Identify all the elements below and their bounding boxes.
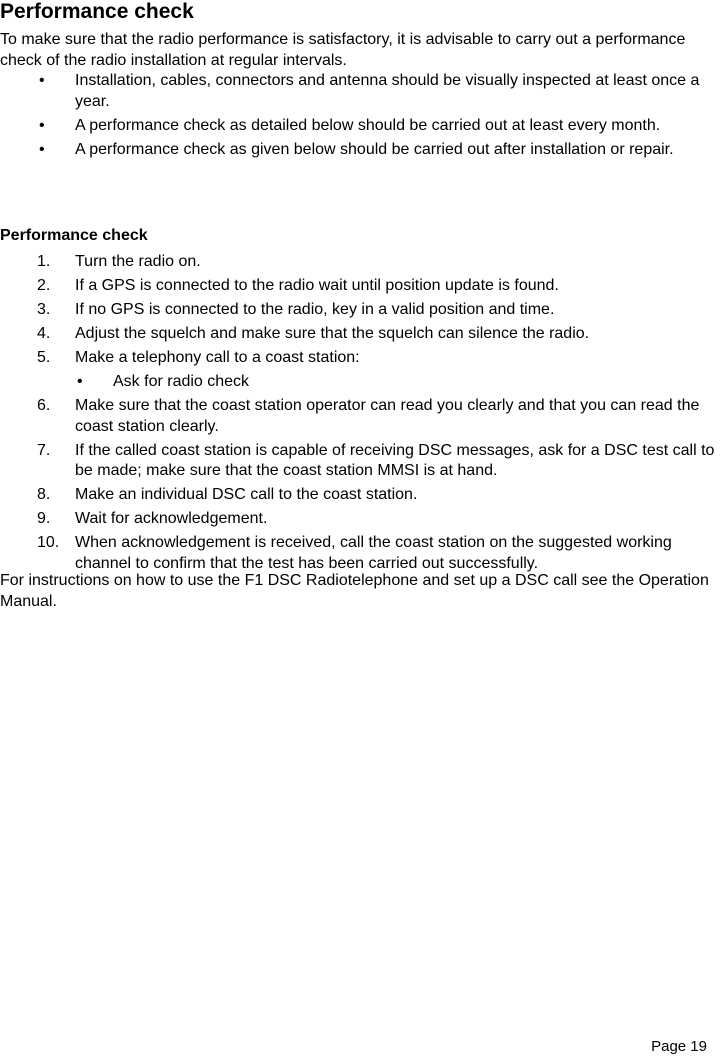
bullet-item <box>0 71 720 112</box>
page-title: Performance check <box>0 0 194 23</box>
bullet-icon: • <box>39 72 45 89</box>
bullet-icon: • <box>39 116 45 134</box>
step-number: 8. <box>37 486 51 503</box>
step-number: 10. <box>37 534 60 551</box>
bullet-icon: • <box>39 140 45 158</box>
step-sub-bullet-list <box>75 372 720 393</box>
step-item <box>0 533 720 574</box>
step-text: If no GPS is connected to the radio, key in a valid position and time. <box>75 301 555 318</box>
step-text: Make an individual DSC call to the coast station. <box>75 486 418 503</box>
section-heading: Performance check <box>0 227 148 244</box>
step-item <box>0 441 720 482</box>
step-number: 7. <box>37 441 51 459</box>
step-item <box>0 252 720 273</box>
step-text: Adjust the squelch and make sure that the squelch can silence the radio. <box>75 325 590 342</box>
step-item <box>0 324 720 345</box>
bullet-icon: • <box>77 373 83 390</box>
step-text: When acknowledgement is received, call the coast station on the suggested working channel to confirm that the test has been carried out successfully. <box>75 534 672 572</box>
bullet-item <box>0 116 720 137</box>
bullet-text: A performance check as detailed below should be carried out at least every month. <box>75 116 661 134</box>
sub-bullet-item <box>75 372 720 393</box>
step-number: 3. <box>37 301 51 318</box>
step-item <box>0 485 720 506</box>
step-text: Make sure that the coast station operator can read you clearly and that you can read the coast station clearly. <box>75 397 700 435</box>
step-number: 9. <box>37 510 51 527</box>
closing-paragraph: For instructions on how to use the F1 DSC Radiotelephone and set up a DSC call see the Operation Manual. <box>0 572 709 610</box>
inspection-bullet-list <box>0 71 720 164</box>
step-item <box>0 276 720 297</box>
bullet-item <box>0 140 720 161</box>
step-text: Wait for acknowledgement. <box>75 510 268 527</box>
bullet-text: Installation, cables, connectors and antenna should be visually inspected at least once a year. <box>75 72 700 110</box>
bullet-text: A performance check as given below should be carried out after installation or repair. <box>75 140 674 158</box>
step-item <box>0 396 720 437</box>
step-number: 5. <box>37 349 51 366</box>
step-number: 1. <box>37 253 51 270</box>
step-text: If the called coast station is capable of receiving DSC messages, ask for a DSC test call to be made; make sure that the coast station MMSI is at hand. <box>75 441 715 479</box>
step-number: 2. <box>37 277 51 294</box>
performance-steps-list <box>0 252 720 578</box>
intro-paragraph: To make sure that the radio performance is satisfactory, it is advisable to carry out a performance check of the radio installation at regular intervals. <box>0 31 686 69</box>
step-number: 4. <box>37 325 51 342</box>
sub-bullet-text: Ask for radio check <box>113 373 250 390</box>
step-item <box>0 300 720 321</box>
step-item <box>0 509 720 530</box>
step-item <box>0 348 720 393</box>
step-text: Make a telephony call to a coast station: <box>75 349 360 366</box>
page-number: Page 19 <box>651 1038 707 1055</box>
step-text: Turn the radio on. <box>75 253 201 270</box>
step-text: If a GPS is connected to the radio wait until position update is found. <box>75 277 559 294</box>
step-number: 6. <box>37 397 51 414</box>
